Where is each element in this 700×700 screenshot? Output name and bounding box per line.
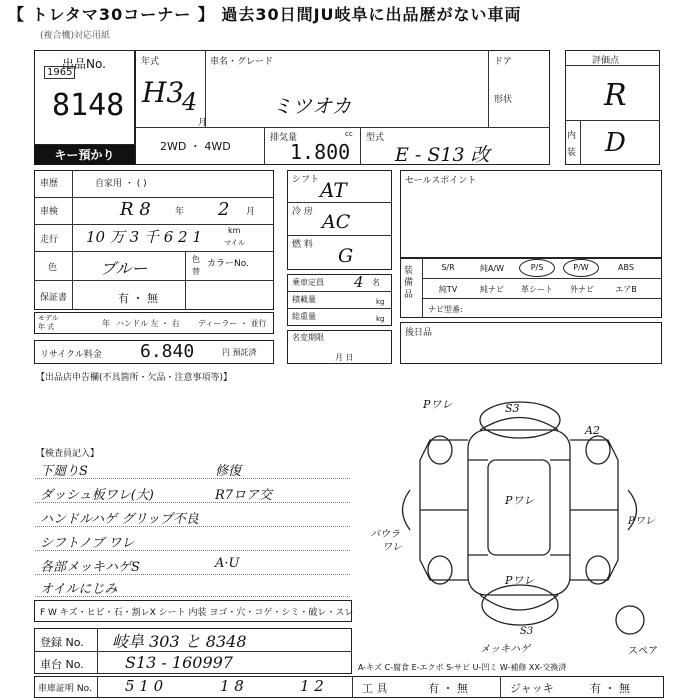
equip-pw: P/W: [563, 259, 599, 277]
equip-leather: 革シート: [521, 285, 553, 294]
year-value: H3: [142, 76, 185, 109]
shaken-month: 2: [218, 199, 230, 220]
fuel-value: G: [338, 245, 354, 267]
diag-note-a2: A2: [585, 424, 600, 437]
fuel-label: 燃 料: [292, 240, 313, 250]
diag-note-spare: スペア: [628, 646, 658, 657]
grade-label: 評価点: [592, 56, 620, 66]
month-unit: 月: [198, 118, 208, 128]
shaken-month-unit: 月: [246, 207, 256, 217]
damage-circle-front: [480, 402, 560, 438]
diag-note-pware-2: Pワレ: [505, 494, 535, 507]
equip-aw: 純A/W: [479, 264, 505, 273]
damage-circle-left: [403, 490, 411, 530]
month-value: 4: [182, 88, 198, 116]
handle-value: ハンドル 左 ・ 右: [116, 319, 180, 328]
shift-value: AT: [320, 178, 347, 202]
inspection-line-6: オイルにじみ: [40, 582, 118, 597]
mileage-label: 走行: [40, 235, 59, 245]
shaken-value: R 8: [120, 199, 151, 220]
garage-cert-ref-2: 1 2: [300, 677, 324, 695]
car-body-inner: [468, 430, 570, 595]
capacity-value: 4: [354, 273, 364, 291]
diag-note-pura-2: ワレ: [382, 542, 402, 553]
gross-unit: kg: [376, 315, 385, 323]
diag-note-pware-1: Pワレ: [423, 398, 453, 411]
fw-text: F W キズ・ヒビ・石・割レX シート 内装 ヨゴ・穴・コゲ・シミ・破レ・スレ: [40, 608, 354, 618]
garage-cert-value: 5 1 0: [125, 677, 164, 695]
diag-note-pura: パウラ: [370, 529, 400, 540]
after-item-box: [400, 322, 662, 364]
equip-tv: 純TV: [438, 285, 458, 294]
warranty-value: 有 ・ 無: [118, 292, 158, 305]
model-label: 車名・グレード: [210, 57, 274, 67]
tool-label: 工 具: [362, 682, 388, 695]
interior-value: D: [605, 128, 626, 158]
color-change-label-2: 替: [192, 267, 200, 276]
mile-unit: マイル: [224, 239, 245, 247]
diag-note-mekki: メッキハゲ: [480, 644, 530, 655]
model-value: ミツオカ: [272, 94, 352, 118]
diag-note-s3-top: S3: [505, 402, 520, 415]
inspection-line-3: ハンドルハゲ グリップ不良: [40, 512, 199, 527]
door-label: ドア: [494, 57, 512, 67]
lot-number: 8148: [52, 88, 125, 123]
recycle-value: 6.840: [140, 341, 195, 362]
equip-ps: P/S: [519, 259, 555, 277]
color-change-label-1: 色: [192, 255, 200, 264]
color-label: 色: [48, 263, 58, 273]
diag-note-s3-bottom: S3: [520, 626, 534, 637]
registration-value: 岐阜 303 と 8348: [112, 632, 247, 651]
header-subtitle: (複合機)対応用紙: [40, 31, 111, 41]
inspection-note-3: A·U: [215, 556, 240, 571]
ac-label: 冷 房: [292, 207, 313, 217]
color-value: ブルー: [100, 259, 148, 278]
model-year-value: 年: [102, 319, 110, 328]
ac-value: AC: [322, 211, 351, 233]
inspection-line-4: シフトノブ ワレ: [40, 536, 135, 551]
model-year-label-1: モデル: [38, 314, 59, 322]
capacity-unit: 名: [372, 278, 380, 287]
equip-sr: S/R: [441, 263, 455, 272]
inspection-label: 【検査員記入】: [36, 449, 100, 459]
type-value: E - S13 改: [395, 144, 490, 166]
shaken-label: 車検: [40, 207, 59, 217]
registration-label: 登録 No.: [40, 636, 84, 649]
damage-legend: A-キズ C-腐食 E-エクボ S-サビ U-凹ミ W-補修 XX-交換済: [358, 663, 567, 672]
navi-model-label: ナビ型番:: [428, 305, 463, 314]
grade-value: R: [604, 78, 627, 113]
color-no-label: カラーNo.: [207, 259, 249, 269]
car-rear: [480, 595, 558, 610]
name-change-unit: 月 日: [335, 353, 354, 362]
inspection-line-2: ダッシュ板ワレ(大): [40, 488, 154, 503]
after-item-label: 後日品: [405, 328, 433, 338]
history-value: 自家用 ・ ( ): [95, 179, 147, 189]
equip-ext-navi: 外ナビ: [570, 285, 594, 294]
garage-cert-ref-1: 1 8: [220, 677, 244, 695]
model-year-label-2: 年 式: [38, 323, 55, 331]
interior-label-2: 装: [567, 148, 577, 158]
load-unit: kg: [376, 298, 385, 306]
garage-cert-label: 車庫証明 No.: [38, 684, 92, 694]
key-label-text: キー預かり: [54, 148, 115, 162]
equip-abs: ABS: [618, 263, 634, 272]
key-label: [34, 145, 135, 165]
lot-prefix: 1965: [44, 66, 75, 79]
year-label: 年式: [141, 57, 160, 67]
type-label: 型式: [366, 133, 385, 143]
car-front: [480, 418, 558, 431]
equipment-label: 装 備 品: [404, 266, 414, 300]
shift-label: シフト: [292, 175, 320, 185]
cc-unit: cc: [345, 130, 353, 138]
recycle-label: リサイクル料金: [40, 350, 102, 360]
chassis-value: S13 - 160997: [125, 653, 233, 672]
sales-point-label: セールスポイント: [405, 176, 477, 186]
gross-label: 総重量: [292, 312, 316, 321]
diag-note-pware-3: Pワレ: [628, 516, 655, 527]
cc-value: 1.800: [290, 140, 351, 164]
name-change-label: 名変期限: [292, 333, 324, 342]
tool-value: 有 ・ 無: [428, 682, 468, 695]
inspection-line-1: 下廻りS: [40, 464, 88, 479]
diag-note-pware-4: Pワレ: [505, 574, 535, 587]
spare-tire: [616, 606, 644, 634]
declaration-label: 【出品店申告欄(不具箇所・欠品・注意事項等)】: [36, 373, 233, 383]
inspection-line-5: 各部メッキハゲS: [40, 560, 140, 575]
drive-label: 2WD ・ 4WD: [160, 140, 231, 153]
warranty-label: 保証書: [40, 293, 68, 303]
shape-label: 形状: [494, 95, 513, 105]
capacity-label: 乗車定員: [292, 278, 324, 287]
header-banner: [8, 2, 696, 28]
history-label: 車歴: [40, 179, 59, 189]
chassis-label: 車台 No.: [40, 658, 84, 671]
km-unit: km: [228, 226, 241, 235]
cc-label: 排気量: [270, 133, 298, 143]
damage-circle-rear: [482, 585, 558, 625]
equip-navi: 純ナビ: [480, 285, 504, 294]
inspection-note-1: 修復: [215, 464, 242, 479]
mileage-value: 10 万 3 千 6 2 1: [86, 228, 202, 246]
equip-airbag: エアB: [615, 285, 637, 294]
lot-label: 出品No.: [62, 57, 106, 71]
header-title: 【 トレタマ30コーナー 】 過去30日間JU岐阜に出品歴がない車両: [8, 5, 522, 24]
jack-value: 有 ・ 無: [590, 682, 630, 695]
load-label: 積載量: [292, 295, 316, 304]
shaken-year-unit: 年: [175, 207, 185, 217]
recycle-unit: 円 預託済: [222, 348, 257, 357]
interior-label-1: 内: [567, 131, 577, 141]
dealer-value: ディーラー ・ 並行: [198, 319, 267, 328]
inspection-note-2: R7ロア交: [215, 488, 273, 503]
jack-label: ジャッキ: [510, 682, 554, 695]
